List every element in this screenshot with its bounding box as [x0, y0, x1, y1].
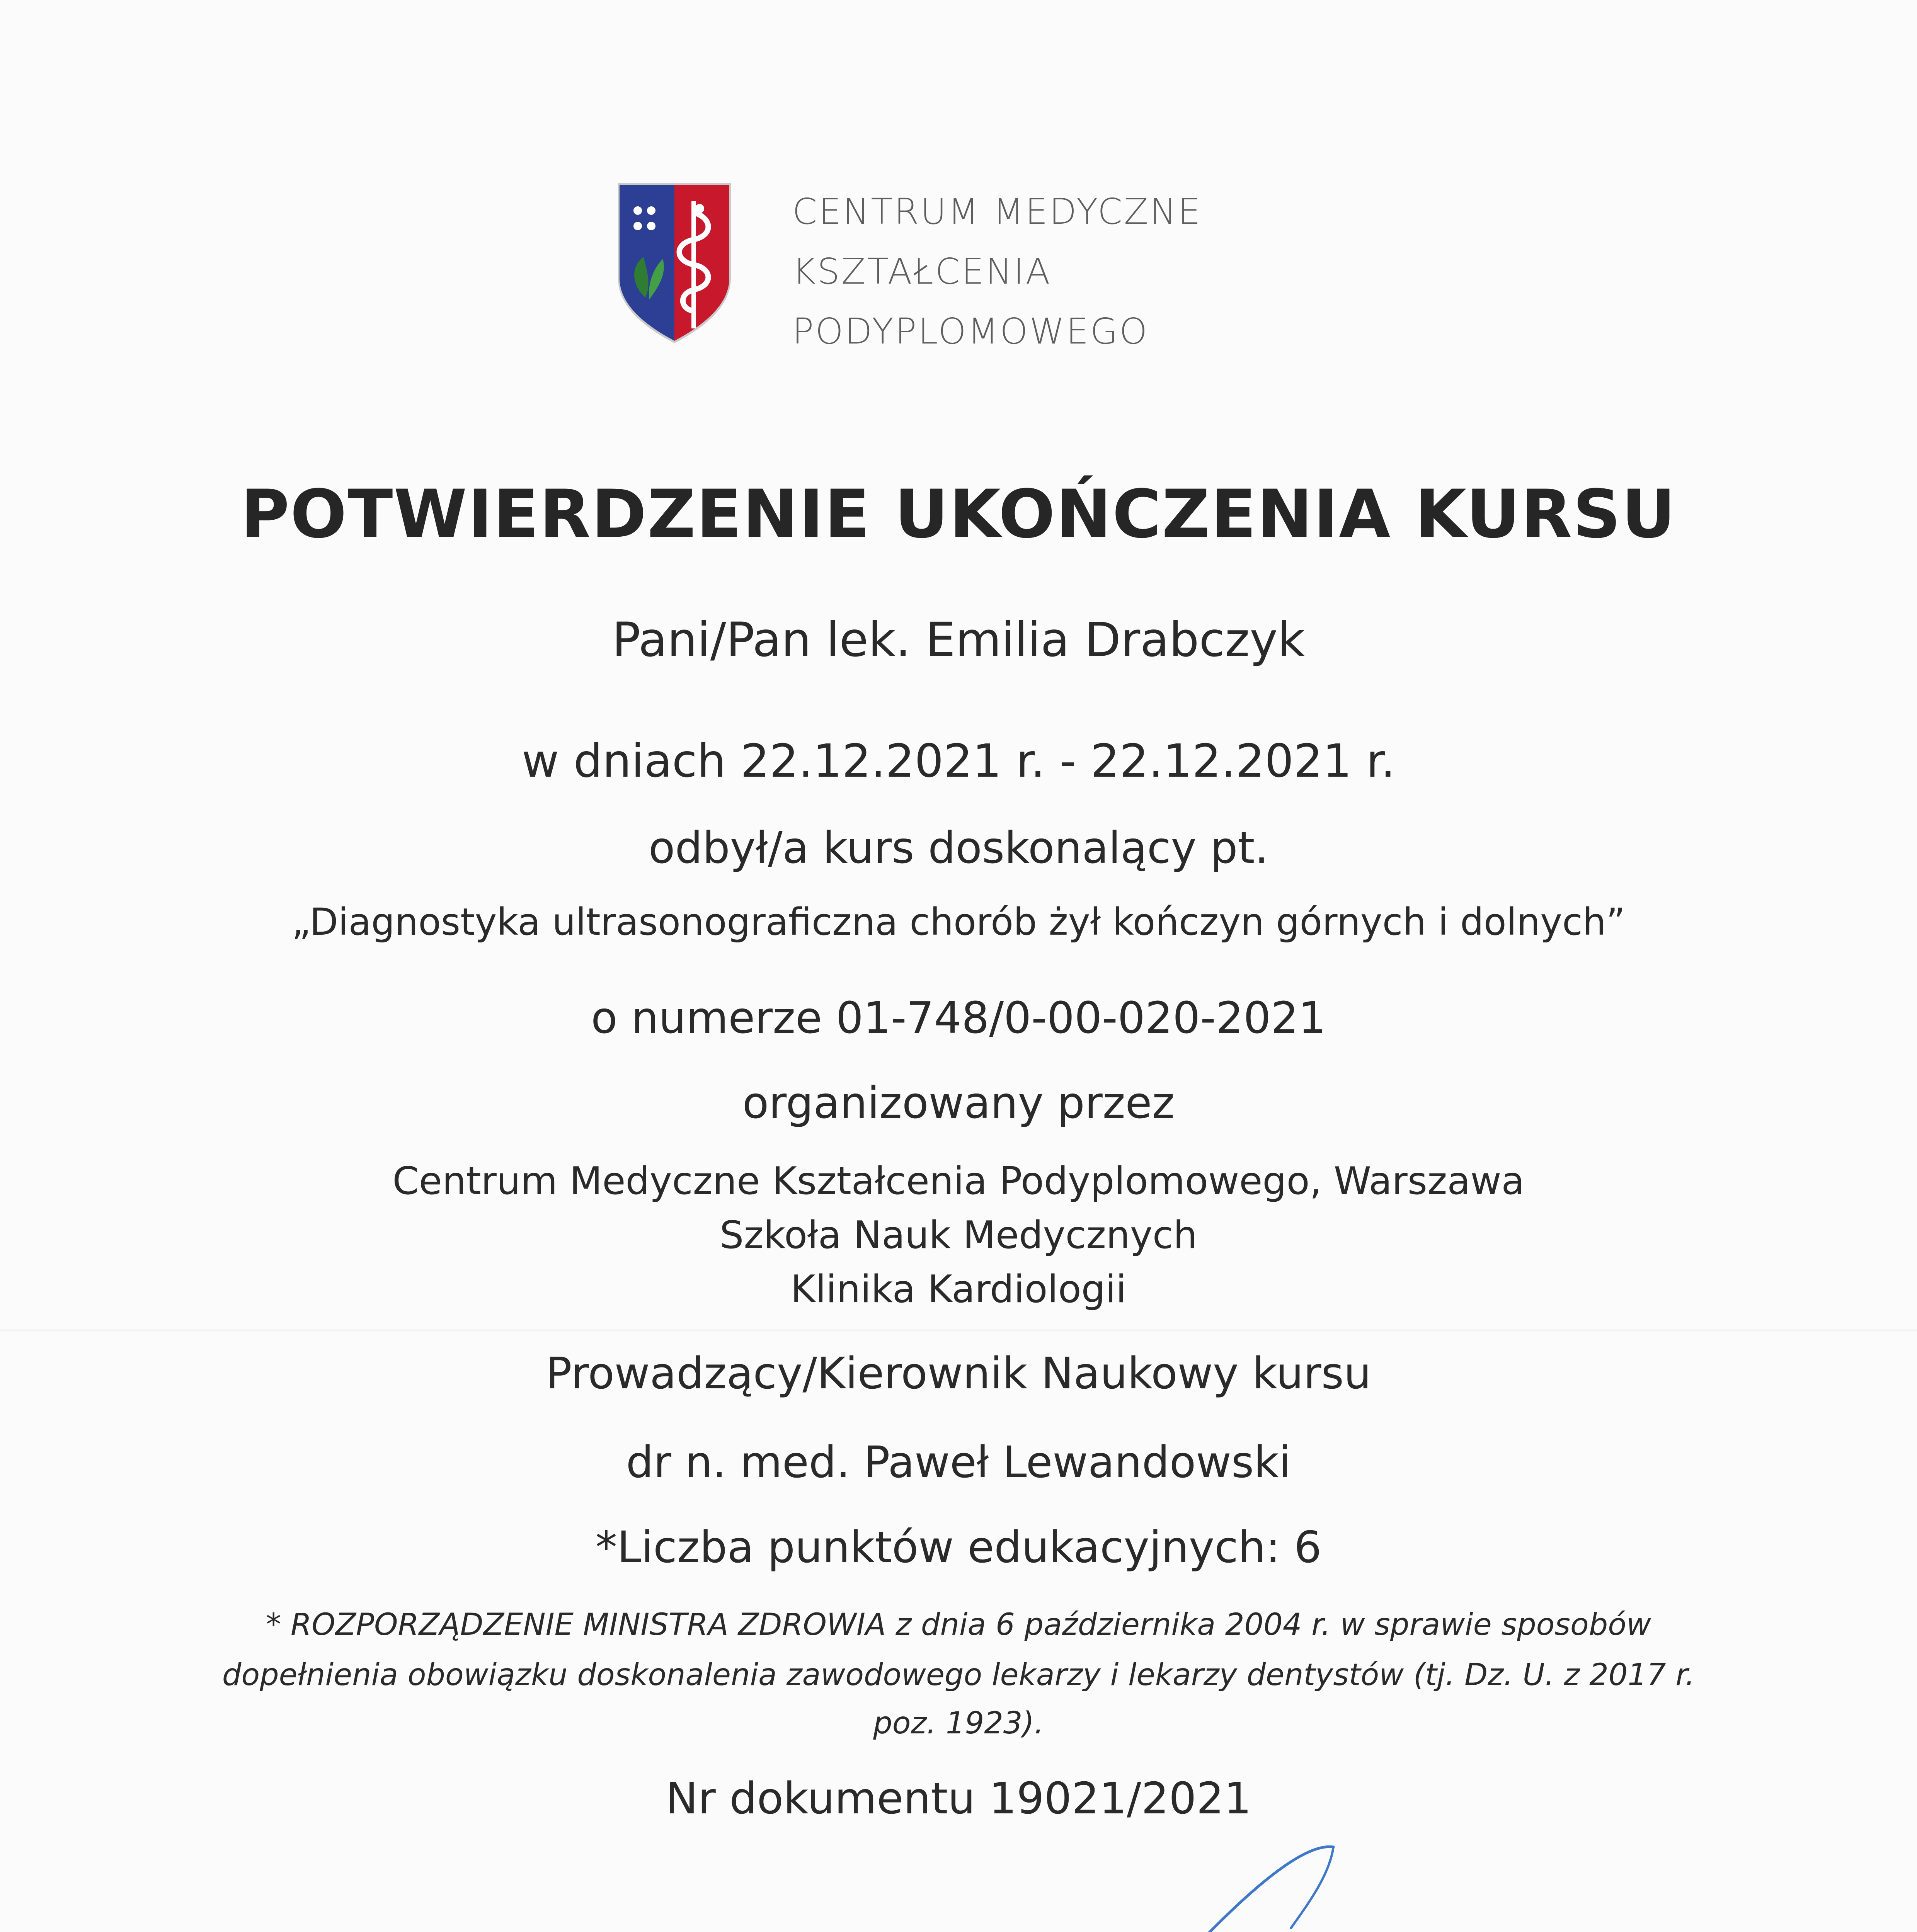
footnote-line: dopełnienia obowiązku doskonalenia zawodowego lekarzy i lekarzy dentystów (tj. Dz. U. z 2017 r. [222, 1658, 1695, 1692]
institution-name-line: PODYPLOMOWEGO [792, 311, 1149, 352]
institution-name [792, 182, 1202, 361]
organized-by-label: organizowany przez [742, 1078, 1175, 1128]
paper-fold-line [0, 1329, 1917, 1332]
crest-logo-icon [616, 182, 732, 344]
institution-name-line: KSZTAŁCENIA [792, 251, 1052, 292]
footnote-line: * ROZPORZĄDZENIE MINISTRA ZDROWIA z dnia 6 października 2004 r. w sprawie sposobów [266, 1607, 1651, 1642]
course-lead-label: Prowadzący/Kierownik Naukowy kursu [546, 1349, 1371, 1399]
institution-name-line: CENTRUM MEDYCZNE [792, 191, 1202, 232]
document-title: POTWIERDZENIE UKOŃCZENIA KURSU [240, 475, 1677, 553]
education-points: *Liczba punktów edukacyjnych: 6 [595, 1522, 1322, 1573]
course-number: o numerze 01-748/0-00-020-2021 [591, 993, 1326, 1043]
footnote-line: poz. 1923). [873, 1706, 1044, 1741]
recipient-name: Pani/Pan lek. Emilia Drabczyk [612, 612, 1305, 667]
organizer-line: Klinika Kardiologii [790, 1267, 1127, 1311]
organizer-line: Szkoła Nauk Medycznych [720, 1213, 1197, 1257]
institution-logo [616, 182, 1266, 352]
course-lead-name: dr n. med. Paweł Lewandowski [626, 1437, 1291, 1488]
course-dates: w dniach 22.12.2021 r. - 22.12.2021 r. [521, 734, 1396, 787]
organizer-line: Centrum Medyczne Kształcenia Podyplomowego, Warszawa [392, 1159, 1525, 1203]
document-number: Nr dokumentu 19021/2021 [666, 1774, 1251, 1824]
handwritten-signature-icon [920, 1839, 1368, 1932]
completion-statement: odbył/a kurs doskonalący pt. [649, 823, 1268, 873]
course-title: „Diagnostyka ultrasonograficzna chorób żył kończyn górnych i dolnych” [291, 900, 1626, 944]
